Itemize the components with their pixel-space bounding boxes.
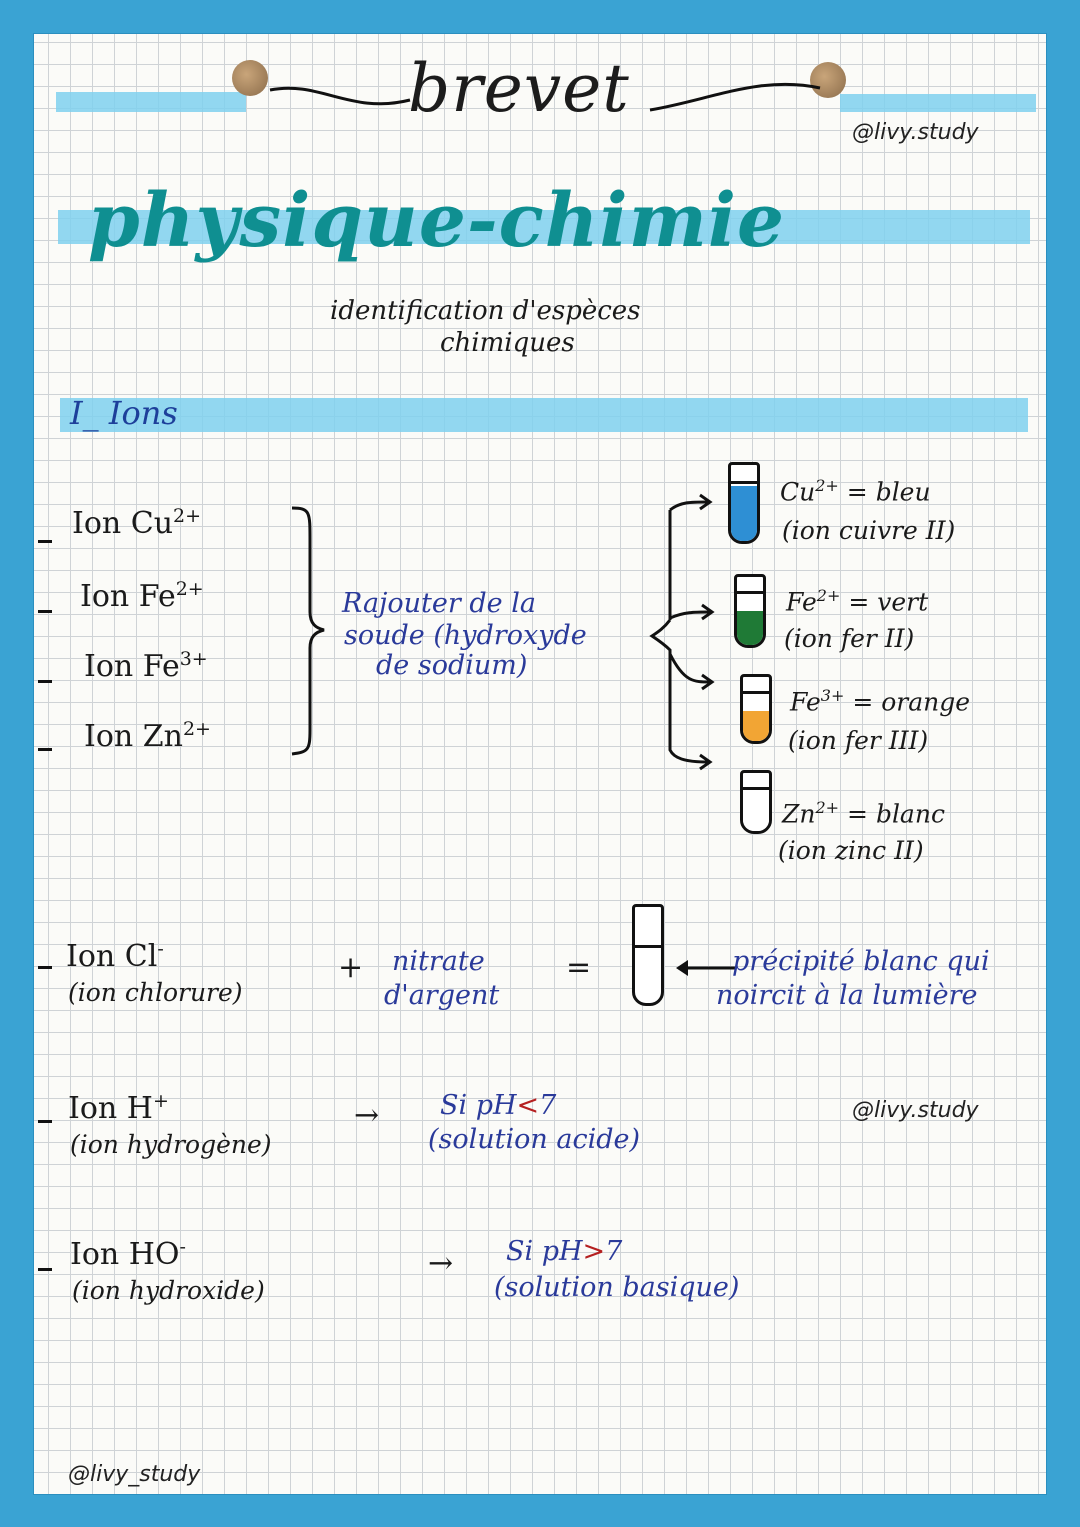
bullet-1: [38, 540, 52, 543]
result-cu-equals: =: [846, 477, 868, 507]
ion-zn-label: Ion Zn: [84, 719, 183, 754]
ion-cl-label: Ion Cl: [66, 939, 158, 974]
result-cu-charge: 2+: [815, 476, 839, 495]
ion-fe3: [84, 648, 208, 684]
tube-zn-liquid: [743, 803, 769, 831]
result-cu-formula: [780, 476, 931, 506]
bullet-4: [38, 748, 52, 751]
subtitle-line2: chimiques: [440, 328, 575, 358]
result-fe2-charge: 2+: [816, 586, 841, 605]
ion-fe2-label: Ion Fe: [80, 579, 176, 614]
result-zn-name: (ion zinc II): [778, 836, 924, 865]
result-zn-formula: [782, 798, 945, 828]
result-zn-equals: =: [847, 799, 868, 829]
chloride-reagent-line1: nitrate: [392, 946, 485, 977]
brace-ions-icon: [288, 500, 338, 760]
bullet-2: [38, 610, 52, 613]
handle-middle: @livy.study: [852, 1098, 979, 1123]
result-fe3-ion: Fe: [790, 687, 821, 717]
ion-cl-name: (ion chlorure): [68, 978, 243, 1007]
page-title: physique-chimie: [88, 178, 786, 264]
result-zn-charge: 2+: [815, 798, 840, 817]
ion-ho-label: Ion HO: [70, 1237, 180, 1272]
result-fe3-formula: [790, 686, 970, 716]
section-highlight: [60, 398, 1028, 432]
ion-cl: [66, 938, 164, 974]
ion-cu-label: Ion Cu: [72, 506, 174, 541]
handle-footer: @livy_study: [68, 1462, 201, 1487]
result-fe2-name: (ion fer II): [784, 624, 915, 653]
reagent-line1: Rajouter de la: [342, 588, 536, 619]
result-zn-ion: Zn: [782, 799, 816, 829]
ion-cu-charge: 2+: [173, 505, 202, 527]
result-cu-name: (ion cuivre II): [782, 516, 956, 545]
subtitle-line1: identification d'espèces: [330, 296, 641, 326]
result-fe3-name: (ion fer III): [788, 726, 929, 755]
hydroxide-cond-prefix: Si pH: [506, 1236, 583, 1267]
chloride-reagent-line2: d'argent: [384, 980, 500, 1011]
result-fe2-ion: Fe: [786, 587, 817, 617]
tube-fe3-icon: [740, 674, 772, 744]
result-fe3-color: orange: [881, 687, 971, 717]
reagent-line3: de sodium): [376, 650, 528, 681]
hydrogen-result: (solution acide): [428, 1124, 641, 1155]
branch-arrows-icon: [640, 490, 720, 780]
ion-fe2-charge: 2+: [175, 578, 204, 600]
ion-cl-charge: -: [157, 938, 164, 960]
chloride-result-line2: noircit à la lumière: [716, 980, 978, 1011]
tube-precipitate-icon: [632, 904, 664, 1006]
arrow-left-icon: [670, 958, 740, 978]
chloride-plus: +: [338, 950, 364, 985]
ion-fe3-charge: 3+: [179, 648, 208, 670]
bullet-6: [38, 1120, 52, 1123]
tube-cu-icon: [728, 462, 760, 544]
bullet-5: [38, 966, 52, 969]
result-cu-color: bleu: [875, 477, 931, 507]
ion-zn-charge: 2+: [182, 718, 211, 740]
hydrogen-cond-value: 7: [539, 1090, 557, 1121]
result-fe2-formula: [786, 586, 928, 616]
hydroxide-cond-value: 7: [605, 1236, 623, 1267]
handle-top: @livy.study: [852, 120, 979, 145]
hydrogen-cond-prefix: Si pH: [440, 1090, 517, 1121]
tube-fe2-liquid: [737, 611, 763, 645]
tube-fe2-icon: [734, 574, 766, 648]
result-fe3-equals: =: [852, 687, 874, 717]
ion-h-charge: +: [152, 1090, 169, 1112]
ion-h-label: Ion H: [68, 1091, 153, 1126]
result-fe3-charge: 3+: [820, 686, 845, 705]
result-zn-color: blanc: [875, 799, 945, 829]
header-highlight-left: [56, 92, 246, 112]
result-fe2-equals: =: [848, 587, 870, 617]
ion-ho: [70, 1236, 186, 1272]
tube-zn-icon: [740, 770, 772, 834]
chloride-equals: =: [566, 950, 592, 985]
ion-fe3-label: Ion Fe: [84, 649, 180, 684]
hydroxide-arrow: →: [428, 1246, 454, 1281]
result-fe2-color: vert: [877, 587, 929, 617]
tube-fe3-liquid: [743, 711, 769, 741]
reagent-line2: soude (hydroxyde: [344, 620, 587, 651]
chloride-result-line1: précipité blanc qui: [732, 946, 990, 977]
hydrogen-condition: [440, 1090, 556, 1121]
ion-ho-name: (ion hydroxide): [72, 1276, 265, 1305]
section-title-ions: I_ Ions: [70, 394, 178, 432]
ion-h: [68, 1090, 169, 1126]
hydroxide-condition: [506, 1236, 622, 1267]
header-highlight-right: [840, 94, 1036, 112]
result-cu-ion: Cu: [780, 477, 816, 507]
bullet-7: [38, 1268, 52, 1271]
ion-h-name: (ion hydrogène): [70, 1130, 272, 1159]
header-brevet: brevet: [408, 50, 630, 127]
bullet-3: [38, 680, 52, 683]
hydroxide-cond-sign: >: [582, 1236, 606, 1267]
hydrogen-arrow: →: [354, 1098, 380, 1133]
tube-cu-liquid: [731, 486, 757, 541]
ion-zn: [84, 718, 211, 754]
ion-cu: [72, 505, 201, 541]
hydrogen-cond-sign: <: [516, 1090, 540, 1121]
ion-ho-charge: -: [179, 1236, 186, 1258]
hydroxide-result: (solution basique): [494, 1272, 740, 1303]
ion-fe2: [80, 578, 204, 614]
